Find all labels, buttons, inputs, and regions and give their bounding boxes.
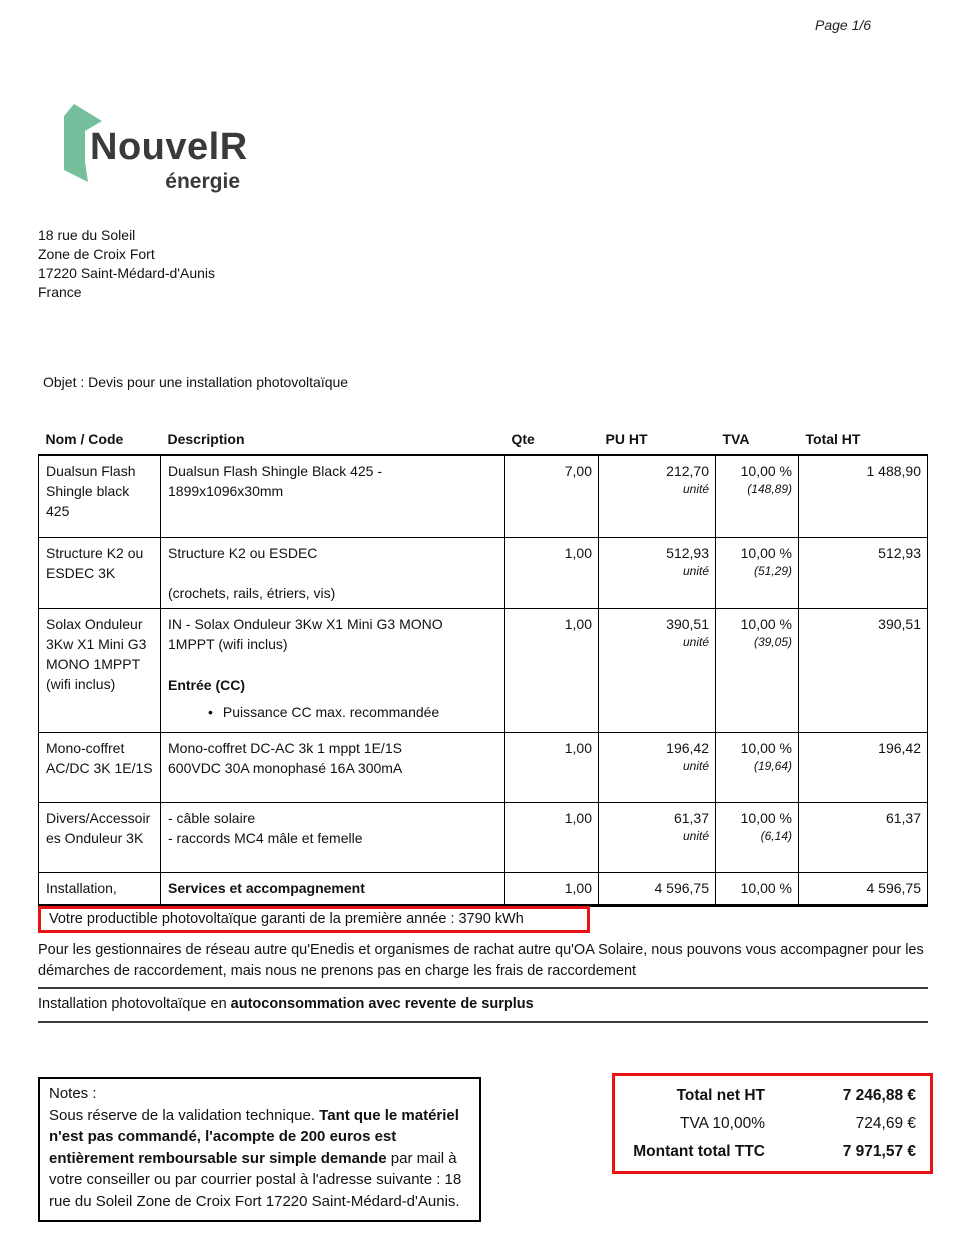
item-vat-cell: [716, 537, 799, 608]
brand-subtitle: énergie: [165, 170, 240, 193]
item-vat-cell: [716, 455, 799, 537]
notes-title: Notes :: [49, 1085, 97, 1102]
description-line: Services et accompagnement: [168, 879, 365, 896]
item-name-cell: Dualsun Flash Shingle black 425: [39, 455, 161, 537]
item-qty-cell: [505, 872, 599, 905]
description-line: Dualsun Flash Shingle Black 425 -: [168, 463, 383, 479]
vat-amount: (51,29): [753, 563, 792, 578]
items-table: [38, 428, 928, 907]
total-net-value: 7 246,88 €: [842, 1087, 916, 1104]
vat-row: [615, 1110, 930, 1138]
item-unit-price-cell: [599, 732, 716, 802]
unit-label: unité: [682, 758, 709, 773]
company-logo: [58, 104, 248, 200]
unit-price-value: 4 596,75: [654, 879, 709, 896]
table-row: [39, 608, 928, 732]
qty-value: 1,00: [564, 739, 592, 756]
vat-amount: (148,89): [747, 482, 792, 496]
notes-text: Sous réserve de la validation technique.: [49, 1106, 320, 1124]
total-net-label: Total net HT: [676, 1087, 765, 1104]
total-value: 4 596,75: [866, 879, 921, 896]
item-description-cell: [161, 872, 505, 905]
item-unit-price-cell: [599, 537, 716, 608]
item-unit-price-cell: [599, 608, 716, 732]
qty-value: 1,00: [564, 879, 592, 896]
unit-label: unité: [682, 563, 709, 578]
table-row: [39, 802, 928, 872]
item-name-cell: Mono-coffret AC/DC 3K 1E/1S: [39, 732, 161, 802]
vat-amount: (19,64): [753, 758, 792, 773]
qty-value: 1,00: [564, 809, 592, 826]
notes-body: [49, 1105, 470, 1213]
vat-amount: (6,14): [760, 828, 792, 843]
item-vat-cell: [716, 802, 799, 872]
item-vat-cell: [716, 732, 799, 802]
table-row: [39, 872, 928, 905]
unit-price-value: 61,37: [673, 809, 709, 826]
vat-rate: 10,00 %: [740, 879, 792, 896]
qty-value: 7,00: [564, 463, 592, 479]
item-description-cell: [161, 455, 505, 537]
description-line: 1899x1096x30mm: [168, 483, 284, 499]
notes-box: [38, 1077, 481, 1222]
guaranteed-output-banner: Votre productible photovoltaïque garanti de la première année : 3790 kWh: [38, 906, 590, 933]
item-qty-cell: [505, 608, 599, 732]
item-qty-cell: [505, 455, 599, 537]
description-note: (crochets, rails, étriers, vis): [168, 584, 336, 601]
qty-value: 1,00: [564, 544, 592, 561]
sender-address: [38, 226, 215, 302]
address-line: Zone de Croix Fort: [38, 246, 155, 262]
vat-rate: 10,00 %: [740, 809, 792, 826]
item-description-cell: [161, 732, 505, 802]
unit-price-value: 212,70: [666, 463, 709, 479]
item-qty-cell: [505, 732, 599, 802]
vat-amount: (39,05): [753, 634, 792, 649]
table-row: [39, 455, 928, 537]
vat-rate: 10,00 %: [740, 463, 792, 479]
table-header-row: [39, 428, 928, 455]
address-line: 17220 Saint-Médard-d'Aunis: [38, 265, 216, 281]
description-line: - raccords MC4 mâle et femelle: [168, 829, 363, 846]
item-name-cell: Divers/Accessoires Onduleur 3K: [39, 802, 161, 872]
item-total-cell: [799, 802, 928, 872]
description-line: IN - Solax Onduleur 3Kw X1 Mini G3 MONO: [168, 615, 443, 632]
table-row: [39, 732, 928, 802]
unit-label: unité: [682, 482, 709, 496]
item-name-cell: Installation,: [39, 872, 161, 905]
total-ttc-label: Montant total TTC: [633, 1143, 765, 1160]
grid-operator-note: Pour les gestionnaires de réseau autre qu'Enedis et organismes de rachat autre qu'OA Solaire, nous pouvons vous accompagner pour les démarches de raccordement, mais nous ne prenons pas en charge les frais de raccordement: [38, 940, 928, 989]
item-unit-price-cell: [599, 802, 716, 872]
item-description-cell: [161, 608, 505, 732]
table-row: [39, 537, 928, 608]
item-name-cell: Structure K2 ou ESDEC 3K: [39, 537, 161, 608]
address-line: France: [38, 284, 82, 300]
header-description: Description: [161, 428, 505, 455]
address-line: 18 rue du Soleil: [38, 227, 136, 243]
description-bullet: • Puissance CC max. recommandée: [168, 702, 498, 722]
installation-type-line: [38, 987, 928, 1023]
total-value: 512,93: [878, 544, 921, 561]
subject-line: Objet : Devis pour une installation photovoltaïque: [43, 374, 349, 390]
total-value: 196,42: [878, 739, 921, 756]
item-unit-price-cell: [599, 872, 716, 905]
total-net-row: [615, 1082, 930, 1110]
item-description-cell: [161, 802, 505, 872]
header-qty: Qte: [505, 428, 599, 455]
unit-price-value: 196,42: [666, 739, 709, 756]
vat-label: TVA 10,00%: [679, 1115, 765, 1132]
totals-box: [612, 1073, 933, 1174]
brand-name: NouvelR: [90, 126, 248, 168]
description-heading: Entrée (CC): [168, 676, 246, 693]
description-line: 600VDC 30A monophasé 16A 300mA: [168, 759, 403, 776]
description-line: Structure K2 ou ESDEC: [168, 544, 318, 561]
item-total-cell: [799, 732, 928, 802]
header-name: Nom / Code: [39, 428, 161, 455]
item-unit-price-cell: [599, 455, 716, 537]
page-number: Page 1/6: [815, 17, 872, 33]
header-total: Total HT: [799, 428, 928, 455]
item-total-cell: [799, 455, 928, 537]
unit-label: unité: [682, 828, 709, 843]
header-unit-price: PU HT: [599, 428, 716, 455]
description-line: - câble solaire: [168, 809, 256, 826]
total-value: 1 488,90: [866, 463, 921, 479]
vat-rate: 10,00 %: [740, 739, 792, 756]
item-description-cell: [161, 537, 505, 608]
description-line: 1MPPT (wifi inclus): [168, 635, 288, 652]
item-total-cell: [799, 608, 928, 732]
installation-type-mode: autoconsommation avec revente de surplus: [230, 996, 534, 1012]
vat-rate: 10,00 %: [740, 615, 792, 632]
installation-type-prefix: Installation photovoltaïque en: [38, 996, 231, 1012]
vat-rate: 10,00 %: [740, 544, 792, 561]
total-ttc-value: 7 971,57 €: [842, 1143, 916, 1160]
item-name-cell: Solax Onduleur 3Kw X1 Mini G3 MONO 1MPPT (wifi inclus): [39, 608, 161, 732]
unit-price-value: 512,93: [666, 544, 709, 561]
unit-price-value: 390,51: [666, 615, 709, 632]
notes-refund-clause: Tant que le matériel n'est pas commandé, l'acompte de 200 euros est entièrement remboursable sur simple demande: [49, 1106, 459, 1167]
item-vat-cell: [716, 608, 799, 732]
item-qty-cell: [505, 802, 599, 872]
item-vat-cell: [716, 872, 799, 905]
total-value: 61,37: [885, 809, 921, 826]
vat-value: 724,69 €: [855, 1115, 916, 1132]
notes-text: par mail à votre conseiller ou par courrier postal à l'adresse suivante : 18 rue du Soleil Zone de Croix Fort 17220 Saint-Médard-d'Aunis.: [49, 1149, 462, 1210]
unit-label: unité: [682, 634, 709, 649]
total-ttc-row: [615, 1138, 930, 1166]
item-total-cell: [799, 537, 928, 608]
item-total-cell: [799, 872, 928, 905]
qty-value: 1,00: [564, 615, 592, 632]
total-value: 390,51: [878, 615, 921, 632]
header-vat: TVA: [716, 428, 799, 455]
description-line: Mono-coffret DC-AC 3k 1 mppt 1E/1S: [168, 739, 402, 756]
item-qty-cell: [505, 537, 599, 608]
